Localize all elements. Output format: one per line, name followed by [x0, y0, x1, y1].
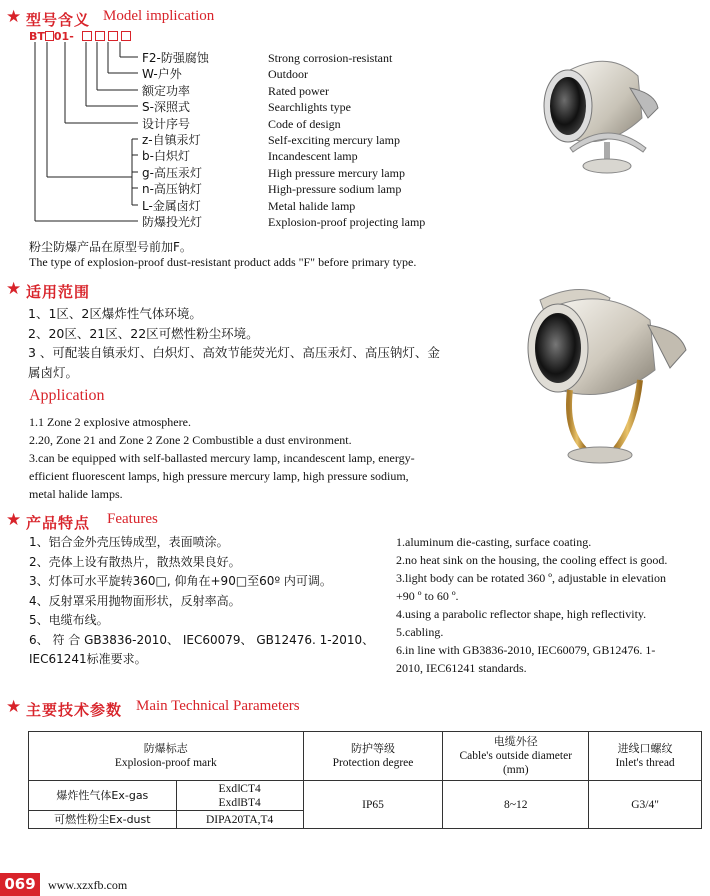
model-item-en: High-pressure sodium lamp	[268, 182, 402, 197]
table-cell: Exd‖CT4 Exd‖BT4	[176, 781, 303, 811]
dust-note-cn: 粉尘防爆产品在原型号前加F。	[29, 240, 192, 254]
feature-line-en: 4.using a parabolic reflector shape, high reflectivity.	[396, 607, 647, 621]
table-cell: IP65	[303, 781, 443, 829]
table-cell: DIPA20TA,T4	[176, 811, 303, 829]
feature-line-cn: IEC61241标准要求。	[29, 652, 147, 666]
page-number: 069	[0, 873, 40, 896]
features-lines-cn	[29, 533, 399, 670]
scope-line-en: 2.20, Zone 21 and Zone 2 Zone 2 Combustible a dust environment.	[29, 433, 352, 447]
model-item-cn: L-金属卤灯	[142, 198, 201, 213]
section-title-en: Main Technical Parameters	[136, 698, 300, 714]
feature-line-cn: 1、铝合金外壳压铸成型，表面喷涂。	[29, 535, 229, 549]
scope-line-en: metal halide lamps.	[29, 487, 123, 501]
code-mid: 01-	[53, 30, 74, 43]
table-cell: 8~12	[443, 781, 589, 829]
model-items-cn	[142, 50, 209, 230]
feature-line-en: 6.in line with GB3836-2010, IEC60079, GB12476. 1-	[396, 643, 656, 657]
searchlight-product-image-1	[530, 48, 680, 178]
model-item-en: Metal halide lamp	[268, 198, 356, 213]
model-item-en: Strong corrosion-resistant	[268, 51, 393, 65]
star-icon: ★	[6, 7, 22, 27]
searchlight-product-image-2	[510, 280, 700, 470]
model-item-en: Explosion-proof projecting lamp	[268, 215, 426, 230]
model-item-en: Self-exciting mercury lamp	[268, 133, 400, 148]
scope-line-cn: 3 、可配装自镇汞灯、白炽灯、高效节能荧光灯、高压汞灯、高压钠灯、金	[28, 345, 440, 360]
table-header-cell: 进线口螺纹 Inlet's thread	[589, 732, 702, 781]
scope-line-cn: 2、20区、21区、22区可燃性粉尘环境。	[28, 325, 259, 341]
table-cell: 爆炸性气体Ex-gas	[29, 781, 177, 811]
model-item-cn: W-户外	[142, 67, 182, 82]
model-item-en: High pressure mercury lamp	[268, 165, 405, 180]
scope-line-en: 3.can be equipped with self-ballasted mercury lamp, incandescent lamp, energy-	[29, 451, 415, 465]
feature-line-cn: 4、反射罩采用抛物面形状，反射率高。	[29, 593, 241, 608]
section-title-cn: 主要技术参数	[26, 701, 123, 719]
feature-line-en: 2010, IEC61241 standards.	[396, 661, 527, 675]
feature-line-cn: 3、灯体可水平旋转360□, 仰角在+90□至60º 内可调。	[29, 574, 332, 588]
feature-line-en: +90 º to 60 º.	[396, 589, 459, 603]
model-item-en: Searchlights type	[268, 100, 351, 115]
website-url: www.xzxfb.com	[48, 878, 128, 892]
scope-line-cn: 属卤灯。	[28, 364, 79, 380]
feature-line-cn: 2、壳体上设有散热片，散热效果良好。	[29, 554, 241, 569]
features-lines-en	[396, 533, 708, 677]
dust-note-en: The type of explosion-proof dust-resistant product adds "F" before primary type.	[29, 255, 417, 269]
model-item-en: Rated power	[268, 83, 329, 98]
model-item-cn: g-高压汞灯	[142, 165, 202, 180]
scope-lines-en	[29, 413, 499, 503]
model-item-en: Incandescent lamp	[268, 149, 358, 164]
model-items-en	[268, 50, 425, 230]
section-title-en: Features	[107, 511, 158, 527]
model-item-cn: n-高压钠灯	[142, 182, 202, 197]
table-row	[29, 781, 702, 811]
section-title-cn: 适用范围	[26, 283, 91, 301]
application-title: Application	[29, 387, 105, 404]
scope-line-cn: 1、1区、2区爆炸性气体环境。	[28, 306, 202, 321]
model-item-cn: S-深照式	[142, 100, 190, 115]
model-item-cn: b-白炽灯	[142, 149, 190, 164]
table-header-row	[29, 732, 702, 781]
scope-line-en: efficient fluorescent lamps, high pressure mercury lamp, high pressure sodium,	[29, 469, 409, 483]
model-bracket-lines	[0, 0, 150, 240]
model-item-cn: z-自镇汞灯	[142, 133, 201, 148]
table-cell: 可燃性粉尘Ex-dust	[29, 811, 177, 829]
model-item-en: Code of design	[268, 116, 341, 131]
code-prefix: BT	[29, 30, 45, 43]
feature-line-cn: 6、 符 合 GB3836-2010、 IEC60079、 GB12476. 1-2010、	[29, 632, 375, 647]
section-title-cn: 型号含义	[26, 11, 91, 29]
scope-line-en: 1.1 Zone 2 explosive atmosphere.	[29, 415, 191, 429]
section-title-en: Model implication	[103, 8, 215, 24]
feature-line-en: 2.no heat sink on the housing, the cooling effect is good.	[396, 553, 668, 567]
model-item-en: Outdoor	[268, 67, 308, 82]
model-item-cn: 设计序号	[142, 116, 191, 131]
feature-line-en: 1.aluminum die-casting, surface coating.	[396, 535, 592, 549]
model-item-cn: 额定功率	[142, 83, 191, 98]
params-table	[28, 731, 702, 829]
table-header-cell: 防护等级 Protection degree	[303, 732, 443, 781]
star-icon: ★	[6, 510, 22, 530]
star-icon: ★	[6, 279, 22, 299]
model-item-cn: F2-防强腐蚀	[142, 51, 209, 65]
section-title-cn: 产品特点	[26, 514, 91, 532]
table-header-cell: 防爆标志 Explosion-proof mark	[29, 732, 304, 781]
table-cell: G3/4"	[589, 781, 702, 829]
star-icon: ★	[6, 697, 22, 717]
scope-lines-cn	[28, 304, 488, 382]
feature-line-en: 3.light body can be rotated 360 º, adjustable in elevation	[396, 571, 666, 585]
model-item-cn: 防爆投光灯	[142, 215, 203, 230]
feature-line-cn: 5、电缆布线。	[29, 613, 109, 627]
feature-line-en: 5.cabling.	[396, 625, 444, 639]
table-header-cell: 电缆外径 Cable's outside diameter (mm)	[443, 732, 589, 781]
